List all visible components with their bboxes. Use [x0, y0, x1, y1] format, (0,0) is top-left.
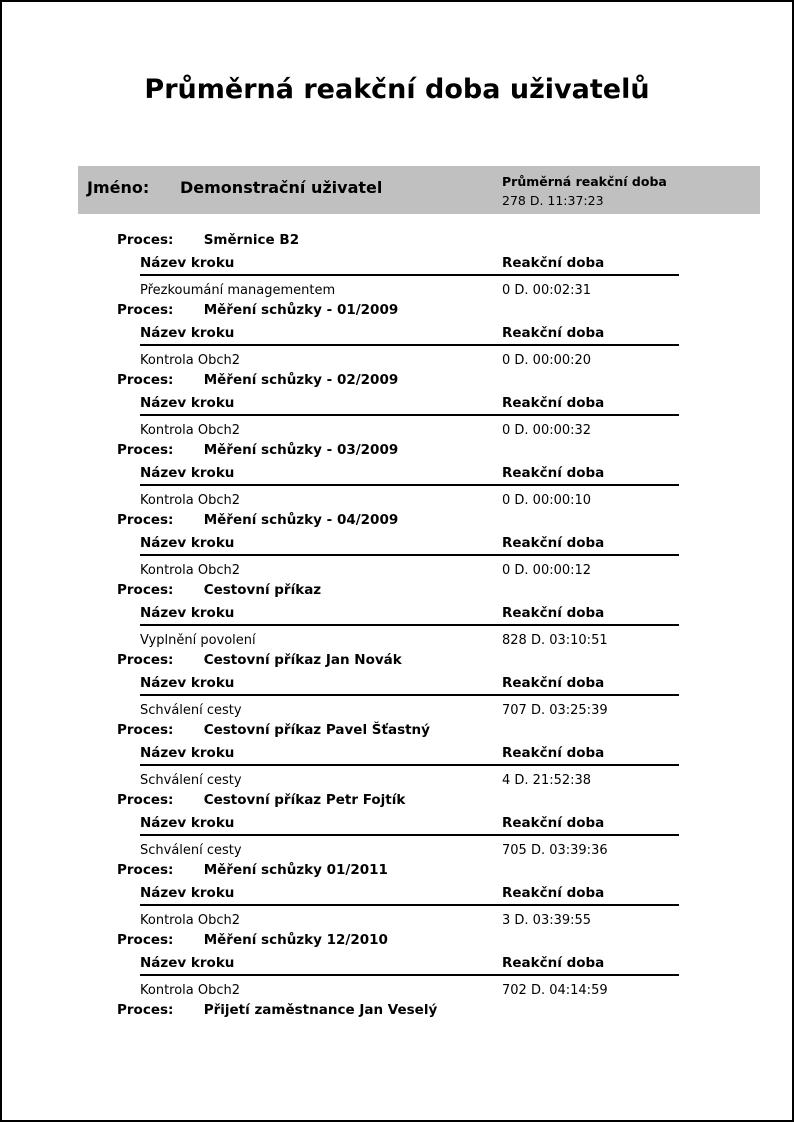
column-step-name: Název kroku [140, 815, 235, 831]
step-name: Kontrola Obch2 [140, 423, 241, 438]
process-label: Proces: [117, 232, 174, 248]
step-row [140, 976, 679, 998]
process-section [2, 232, 794, 302]
process-label: Proces: [117, 1002, 174, 1018]
column-reaction-time: Reakční doba [502, 955, 605, 971]
process-name: Přijetí zaměstnance Jan Veselý [203, 1002, 438, 1018]
process-section [2, 582, 794, 652]
process-section [2, 372, 794, 442]
step-reaction-time: 0 D. 00:00:12 [502, 563, 592, 578]
column-step-name: Název kroku [140, 885, 235, 901]
column-reaction-time: Reakční doba [502, 885, 605, 901]
column-reaction-time: Reakční doba [502, 255, 605, 271]
step-name: Kontrola Obch2 [140, 983, 241, 998]
process-label: Proces: [117, 302, 174, 318]
step-row [140, 416, 679, 438]
process-name: Měření schůzky - 03/2009 [203, 442, 399, 458]
process-name: Měření schůzky - 04/2009 [203, 512, 399, 528]
process-section [2, 722, 794, 792]
step-name: Kontrola Obch2 [140, 913, 241, 928]
process-name: Směrnice B2 [203, 232, 300, 248]
name-label: Jméno: [87, 178, 150, 197]
process-sections [2, 232, 794, 1072]
step-row [140, 906, 679, 928]
process-name: Cestovní příkaz Petr Fojtík [203, 792, 406, 808]
column-reaction-time: Reakční doba [502, 395, 605, 411]
process-line [117, 232, 299, 248]
step-reaction-time: 0 D. 00:00:10 [502, 493, 592, 508]
column-step-name: Název kroku [140, 535, 235, 551]
step-reaction-time: 0 D. 00:00:32 [502, 423, 592, 438]
step-name: Přezkoumání managementem [140, 283, 336, 298]
column-reaction-time: Reakční doba [502, 675, 605, 691]
process-name: Cestovní příkaz [203, 582, 322, 598]
step-name: Kontrola Obch2 [140, 493, 241, 508]
step-name: Kontrola Obch2 [140, 353, 241, 368]
column-step-name: Název kroku [140, 395, 235, 411]
column-step-name: Název kroku [140, 675, 235, 691]
step-row [140, 626, 679, 648]
process-name: Cestovní příkaz Pavel Šťastný [203, 722, 430, 738]
process-line [117, 372, 398, 388]
step-reaction-time: 3 D. 03:39:55 [502, 913, 592, 928]
process-section [2, 652, 794, 722]
process-section [2, 932, 794, 1002]
process-name: Měření schůzky 01/2011 [203, 862, 388, 878]
process-line [117, 442, 398, 458]
step-table-header [140, 256, 679, 276]
step-table [140, 676, 679, 718]
step-table [140, 746, 679, 788]
process-name: Měření schůzky 12/2010 [203, 932, 388, 948]
column-step-name: Název kroku [140, 325, 235, 341]
step-table [140, 536, 679, 578]
step-table-header [140, 396, 679, 416]
column-step-name: Název kroku [140, 465, 235, 481]
average-reaction-label: Průměrná reakční doba [502, 174, 667, 189]
step-reaction-time: 0 D. 00:02:31 [502, 283, 592, 298]
process-label: Proces: [117, 722, 174, 738]
step-table [140, 466, 679, 508]
process-label: Proces: [117, 792, 174, 808]
column-reaction-time: Reakční doba [502, 535, 605, 551]
column-reaction-time: Reakční doba [502, 815, 605, 831]
report-title: Průměrná reakční doba uživatelů [144, 74, 650, 105]
step-name: Schválení cesty [140, 773, 242, 788]
step-row [140, 346, 679, 368]
process-label: Proces: [117, 652, 174, 668]
user-header-band [78, 166, 760, 214]
step-name: Schválení cesty [140, 703, 242, 718]
step-table-header [140, 676, 679, 696]
column-step-name: Název kroku [140, 605, 235, 621]
step-row [140, 696, 679, 718]
step-reaction-time: 0 D. 00:00:20 [502, 353, 592, 368]
process-line [117, 722, 430, 738]
step-table-header [140, 466, 679, 486]
process-line [117, 932, 388, 948]
step-reaction-time: 707 D. 03:25:39 [502, 703, 608, 718]
step-name: Kontrola Obch2 [140, 563, 241, 578]
average-reaction-block [502, 172, 667, 210]
step-row [140, 486, 679, 508]
process-line [117, 862, 388, 878]
process-name: Měření schůzky - 02/2009 [203, 372, 399, 388]
step-row [140, 556, 679, 578]
process-label: Proces: [117, 862, 174, 878]
column-reaction-time: Reakční doba [502, 605, 605, 621]
process-line [117, 512, 398, 528]
step-reaction-time: 702 D. 04:14:59 [502, 983, 608, 998]
step-reaction-time: 4 D. 21:52:38 [502, 773, 592, 788]
step-table [140, 606, 679, 648]
process-section [2, 302, 794, 372]
step-table-header [140, 956, 679, 976]
process-line [117, 652, 402, 668]
step-name: Schválení cesty [140, 843, 242, 858]
column-step-name: Název kroku [140, 745, 235, 761]
process-line [117, 582, 321, 598]
step-name: Vyplnění povolení [140, 633, 256, 648]
process-line [117, 302, 398, 318]
process-label: Proces: [117, 582, 174, 598]
process-label: Proces: [117, 442, 174, 458]
process-name: Cestovní příkaz Jan Novák [203, 652, 402, 668]
name-value: Demonstrační uživatel [180, 178, 383, 197]
step-row [140, 276, 679, 298]
process-label: Proces: [117, 932, 174, 948]
average-reaction-value: 278 D. 11:37:23 [502, 193, 604, 208]
step-table-header [140, 536, 679, 556]
column-reaction-time: Reakční doba [502, 325, 605, 341]
process-section [2, 862, 794, 932]
process-line [117, 792, 405, 808]
step-table [140, 396, 679, 438]
process-label: Proces: [117, 512, 174, 528]
column-step-name: Název kroku [140, 255, 235, 271]
step-reaction-time: 828 D. 03:10:51 [502, 633, 608, 648]
step-row [140, 836, 679, 858]
step-table-header [140, 326, 679, 346]
step-table [140, 956, 679, 998]
step-table [140, 326, 679, 368]
step-table [140, 886, 679, 928]
process-section [2, 792, 794, 862]
column-reaction-time: Reakční doba [502, 745, 605, 761]
step-table [140, 816, 679, 858]
step-table-header [140, 816, 679, 836]
step-reaction-time: 705 D. 03:39:36 [502, 843, 608, 858]
step-table [140, 256, 679, 298]
process-line [117, 1002, 437, 1018]
process-name: Měření schůzky - 01/2009 [203, 302, 399, 318]
process-section [2, 512, 794, 582]
process-label: Proces: [117, 372, 174, 388]
process-section [2, 1002, 794, 1072]
step-table-header [140, 606, 679, 626]
step-table-header [140, 886, 679, 906]
column-reaction-time: Reakční doba [502, 465, 605, 481]
step-row [140, 766, 679, 788]
step-table-header [140, 746, 679, 766]
process-section [2, 442, 794, 512]
column-step-name: Název kroku [140, 955, 235, 971]
